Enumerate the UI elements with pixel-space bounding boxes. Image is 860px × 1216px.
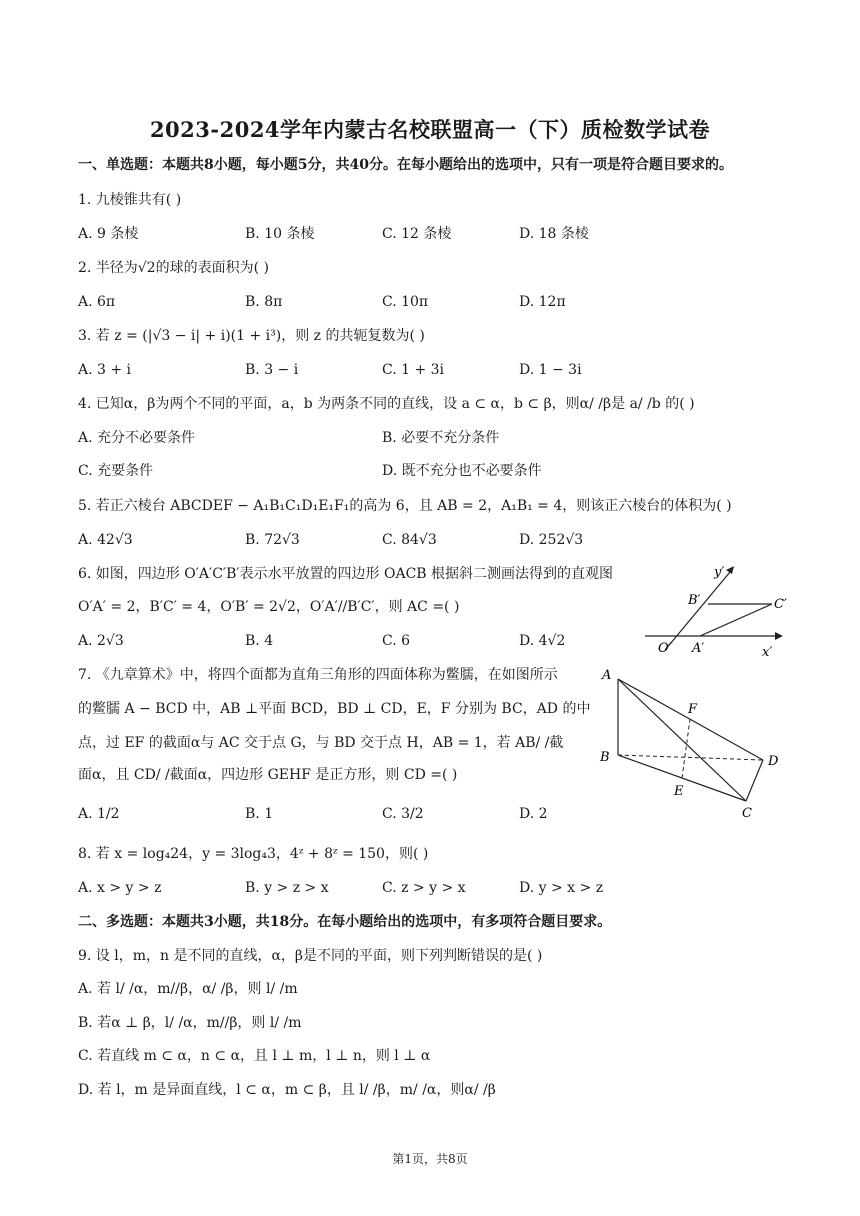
question-9-option-c: C. 若直线 m ⊂ α，n ⊂ α，且 l ⊥ m，l ⊥ n，则 l ⊥ α bbox=[78, 1048, 431, 1064]
label-f: F bbox=[688, 702, 698, 717]
question-4-option-a: A. 充分不必要条件 bbox=[78, 430, 196, 446]
question-8-option-d: D. y > x > z bbox=[519, 880, 604, 896]
question-2-option-c: C. 10π bbox=[382, 294, 429, 310]
edge-b-d-hidden bbox=[618, 755, 763, 760]
segment-a-c bbox=[700, 604, 772, 636]
question-3-option-a: A. 3 + i bbox=[78, 362, 132, 378]
label-b: B bbox=[600, 750, 610, 765]
label-y-prime: y′ bbox=[714, 565, 725, 580]
question-1-option-b: B. 10 条棱 bbox=[245, 226, 315, 242]
question-3-option-c: C. 1 + 3i bbox=[382, 362, 445, 378]
question-8-option-b: B. y > z > x bbox=[245, 880, 329, 896]
question-7-stem-line-3: 点，过 EF 的截面α与 AC 交于点 G，与 BD 交于点 H，AB = 1，若 AB/ /截 bbox=[78, 735, 564, 751]
section-single-choice-header: 一、单选题：本题共8小题，每小题5分，共40分。在每小题给出的选项中，只有一项是符合题目要求的。 bbox=[78, 157, 733, 173]
question-7-option-d: D. 2 bbox=[519, 806, 548, 822]
question-7-stem-line-4: 面α，且 CD/ /截面α，四边形 GEHF 是正方形，则 CD =( ) bbox=[78, 767, 458, 783]
question-6-option-d: D. 4√2 bbox=[519, 633, 566, 649]
question-6-stem-line-2: O′A′ = 2，B′C′ = 4，O′B′ = 2√2，O′A′//B′C′，则 AC =( ) bbox=[78, 599, 460, 615]
segment-e-f-hidden bbox=[682, 719, 690, 778]
question-9-option-d: D. 若 l，m 是异面直线，l ⊂ α，m ⊂ β，且 l/ /β，m/ /α，则α/ /β bbox=[78, 1082, 496, 1098]
y-axis bbox=[665, 572, 730, 650]
question-7-option-b: B. 1 bbox=[245, 806, 274, 822]
edge-c-d bbox=[746, 760, 763, 801]
label-x-prime: x′ bbox=[762, 645, 773, 660]
figure-q7-tetrahedron bbox=[598, 665, 788, 825]
figure-q6-oblique-drawing bbox=[640, 560, 790, 660]
question-7-stem-line-2: 的鳖臑 A − BCD 中，AB ⊥平面 BCD，BD ⊥ CD，E，F 分别为 BC，AD 的中 bbox=[78, 701, 591, 717]
question-8-option-c: C. z > y > x bbox=[382, 880, 466, 896]
question-3-stem: 3. 若 z = (|√3 − i| + i)(1 + i³)，则 z 的共轭复数为( ) bbox=[78, 328, 425, 344]
question-3-option-d: D. 1 − 3i bbox=[519, 362, 582, 378]
question-7-stem-line-1: 7. 《九章算术》中，将四个面都为直角三角形的四面体称为鳖臑，在如图所示 bbox=[78, 667, 558, 683]
section-multiple-choice-header: 二、多选题：本题共3小题，共18分。在每小题给出的选项中，有多项符合题目要求。 bbox=[78, 914, 612, 930]
question-5-option-a: A. 42√3 bbox=[78, 532, 133, 548]
page-footer: 第1页，共8页 bbox=[392, 1152, 468, 1166]
label-d: D bbox=[768, 754, 779, 769]
question-5-option-c: C. 84√3 bbox=[382, 532, 437, 548]
question-9-stem: 9. 设 l，m，n 是不同的直线，α，β是不同的平面，则下列判断错误的是( ) bbox=[78, 948, 543, 964]
question-6-option-b: B. 4 bbox=[245, 633, 274, 649]
question-6-option-c: C. 6 bbox=[382, 633, 411, 649]
question-4-option-d: D. 既不充分也不必要条件 bbox=[382, 463, 542, 479]
question-5-stem: 5. 若正六棱台 ABCDEF − A₁B₁C₁D₁E₁F₁的高为 6，且 AB = 2，A₁B₁ = 4，则该正六棱台的体积为( ) bbox=[78, 498, 732, 514]
label-a-prime: A′ bbox=[692, 641, 705, 656]
label-c-prime: C′ bbox=[774, 597, 787, 612]
question-8-stem: 8. 若 x = log₄24，y = 3log₄3，4ᶻ + 8ᶻ = 150，则( ) bbox=[78, 846, 429, 862]
question-2-option-a: A. 6π bbox=[78, 294, 116, 310]
question-2-stem: 2. 半径为√2的球的表面积为( ) bbox=[78, 260, 270, 276]
label-b-prime: B′ bbox=[688, 593, 701, 608]
question-4-option-c: C. 充要条件 bbox=[78, 463, 154, 479]
question-6-option-a: A. 2√3 bbox=[78, 633, 124, 649]
question-7-option-a: A. 1/2 bbox=[78, 806, 120, 822]
question-9-option-b: B. 若α ⊥ β，l/ /α，m//β，则 l/ /m bbox=[78, 1015, 302, 1031]
question-5-option-b: B. 72√3 bbox=[245, 532, 300, 548]
label-e: E bbox=[674, 784, 684, 799]
label-c: C bbox=[742, 806, 752, 821]
exam-title: 2023-2024学年内蒙古名校联盟高一（下）质检数学试卷 bbox=[149, 117, 711, 142]
question-2-option-d: D. 12π bbox=[519, 294, 566, 310]
question-4-option-b: B. 必要不充分条件 bbox=[382, 430, 500, 446]
label-a: A bbox=[602, 668, 612, 683]
question-1-option-d: D. 18 条棱 bbox=[519, 226, 589, 242]
question-5-option-d: D. 252√3 bbox=[519, 532, 584, 548]
question-9-option-a: A. 若 l/ /α，m//β，α/ /β，则 l/ /m bbox=[78, 981, 298, 997]
label-o-prime: O′ bbox=[658, 641, 672, 656]
question-6-stem-line-1: 6. 如图，四边形 O′A′C′B′表示水平放置的四边形 OACB 根据斜二测画法得到的直观图 bbox=[78, 566, 614, 582]
question-2-option-b: B. 8π bbox=[245, 294, 283, 310]
question-1-option-a: A. 9 条棱 bbox=[78, 226, 139, 242]
question-3-option-b: B. 3 − i bbox=[245, 362, 299, 378]
question-8-option-a: A. x > y > z bbox=[78, 880, 162, 896]
question-7-option-c: C. 3/2 bbox=[382, 806, 424, 822]
question-1-stem: 1. 九棱锥共有( ) bbox=[78, 192, 182, 208]
question-1-option-c: C. 12 条棱 bbox=[382, 226, 452, 242]
x-axis-arrow bbox=[775, 632, 783, 640]
question-4-stem: 4. 已知α，β为两个不同的平面，a，b 为两条不同的直线，设 a ⊂ α，b ⊂ β，则α/ /β是 a/ /b 的( ) bbox=[78, 396, 695, 412]
